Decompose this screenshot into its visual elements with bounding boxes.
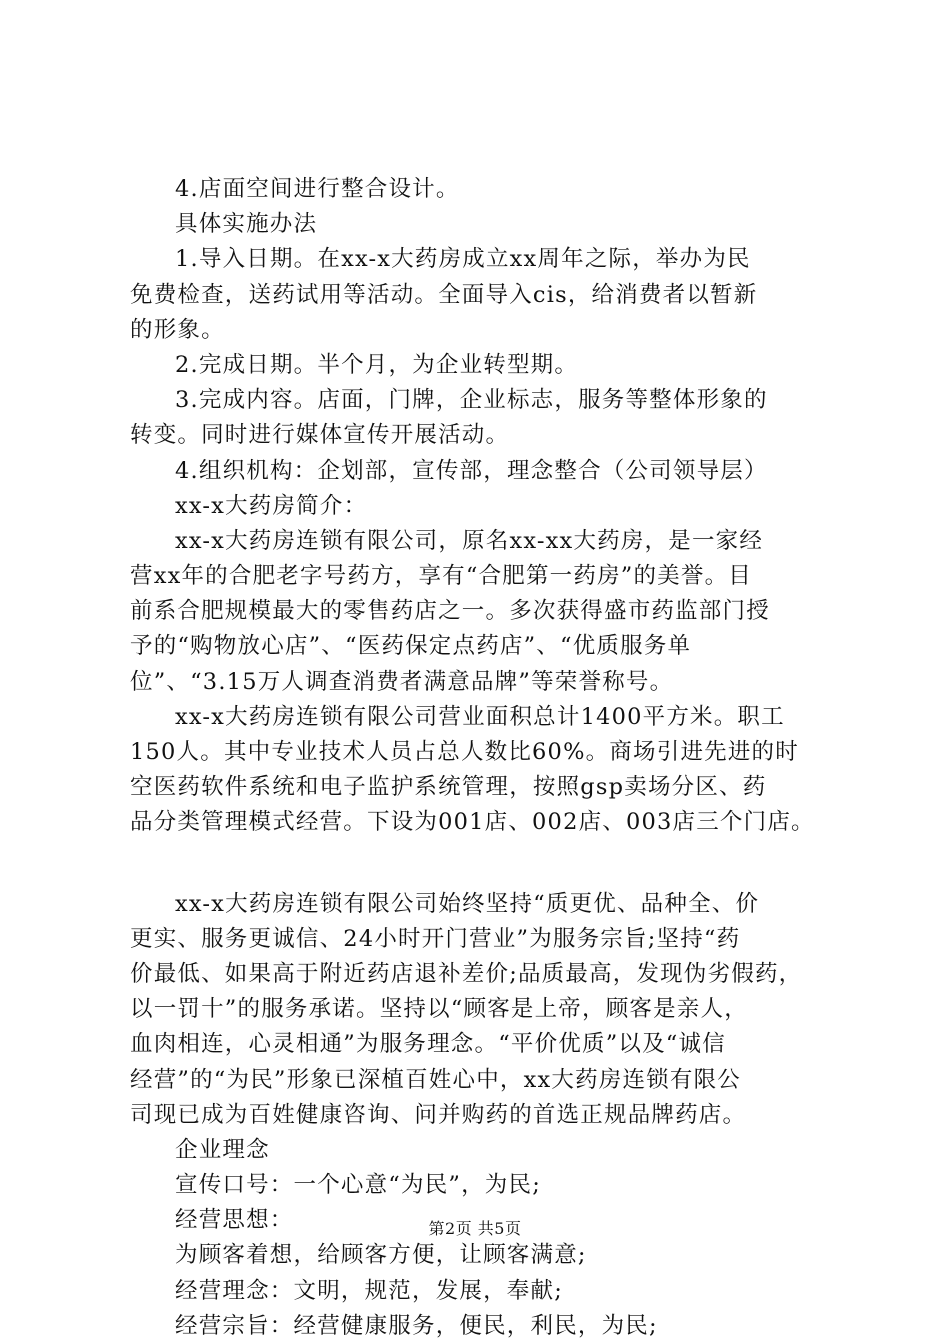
page-number-label: 第2页 共5页 xyxy=(428,1219,522,1238)
text-line: 2.完成日期。半个月，为企业转型期。 xyxy=(175,351,579,378)
section-heading: 企业理念 xyxy=(175,1136,270,1163)
text-line: 位”、“3.15万人调查消费者满意品牌”等荣誉称号。 xyxy=(130,668,674,695)
page-footer xyxy=(0,1218,950,1240)
section-heading: xx-x大药房简介： xyxy=(175,492,368,519)
text-line: 更实、服务更诚信、24小时开门营业”为服务宗旨;坚持“药 xyxy=(130,925,741,952)
text-line: 的形象。 xyxy=(130,316,225,343)
text-line: 4.组织机构：企划部，宣传部，理念整合（公司领导层） xyxy=(175,457,768,484)
text-line: 经营”的“为民”形象已深植百姓心中，xx大药房连锁有限公 xyxy=(130,1066,741,1093)
text-line: 前系合肥规模最大的零售药店之一。多次获得盛市药监部门授 xyxy=(130,598,770,625)
text-line: 免费检查，送药试用等活动。全面导入cis，给消费者以暂新 xyxy=(130,281,758,308)
text-line: 1.导入日期。在xx-x大药房成立xx周年之际，举办为民 xyxy=(175,246,751,273)
text-line: 经营思想： xyxy=(175,1207,294,1234)
text-line: 空医药软件系统和电子监护系统管理，按照gsp卖场分区、药 xyxy=(130,774,767,801)
text-line: xx-x大药房连锁有限公司营业面积总计1400平方米。职工 xyxy=(175,703,785,730)
text-line: xx-x大药房连锁有限公司始终坚持“质更优、品种全、价 xyxy=(175,890,760,917)
text-line: xx-x大药房连锁有限公司，原名xx-xx大药房，是一家经 xyxy=(175,527,764,554)
text-line: 经营宗旨：经营健康服务，便民，利民，为民; xyxy=(175,1312,658,1339)
text-line: 4.店面空间进行整合设计。 xyxy=(175,176,460,202)
text-line: 3.完成内容。店面，门牌，企业标志，服务等整体形象的 xyxy=(175,387,768,414)
text-line: 经营理念：文明，规范，发展，奉献; xyxy=(175,1277,563,1304)
document-body xyxy=(130,172,830,1344)
text-line: 品分类管理模式经营。下设为001店、002店、003店三个门店。 xyxy=(130,809,815,836)
text-line: 150人。其中专业技术人员占总人数比60%。商场引进先进的时 xyxy=(130,739,799,765)
text-line: 营xx年的合肥老字号药方，享有“合肥第一药房”的美誉。目 xyxy=(130,563,752,590)
text-line: 血肉相连，心灵相通”为服务理念。“平价优质”以及“诚信 xyxy=(130,1031,726,1058)
text-line: 予的“购物放心店”、“医药保定点药店”、“优质服务单 xyxy=(130,633,692,660)
text-line: 为顾客着想，给顾客方便，让顾客满意; xyxy=(175,1242,587,1269)
section-heading: 具体实施办法 xyxy=(175,211,318,238)
text-line: 宣传口号：一个心意“为民”，为民; xyxy=(175,1172,541,1199)
paragraph-gap xyxy=(130,841,830,887)
text-line: 转变。同时进行媒体宣传开展活动。 xyxy=(130,422,510,449)
text-line: 以一罚十”的服务承诺。坚持以“顾客是上帝，顾客是亲人， xyxy=(130,996,748,1023)
text-line: 价最低、如果高于附近药店退补差价;品质最高，发现伪劣假药， xyxy=(130,960,803,987)
text-line: 司现已成为百姓健康咨询、问并购药的首选正规品牌药店。 xyxy=(130,1101,747,1128)
